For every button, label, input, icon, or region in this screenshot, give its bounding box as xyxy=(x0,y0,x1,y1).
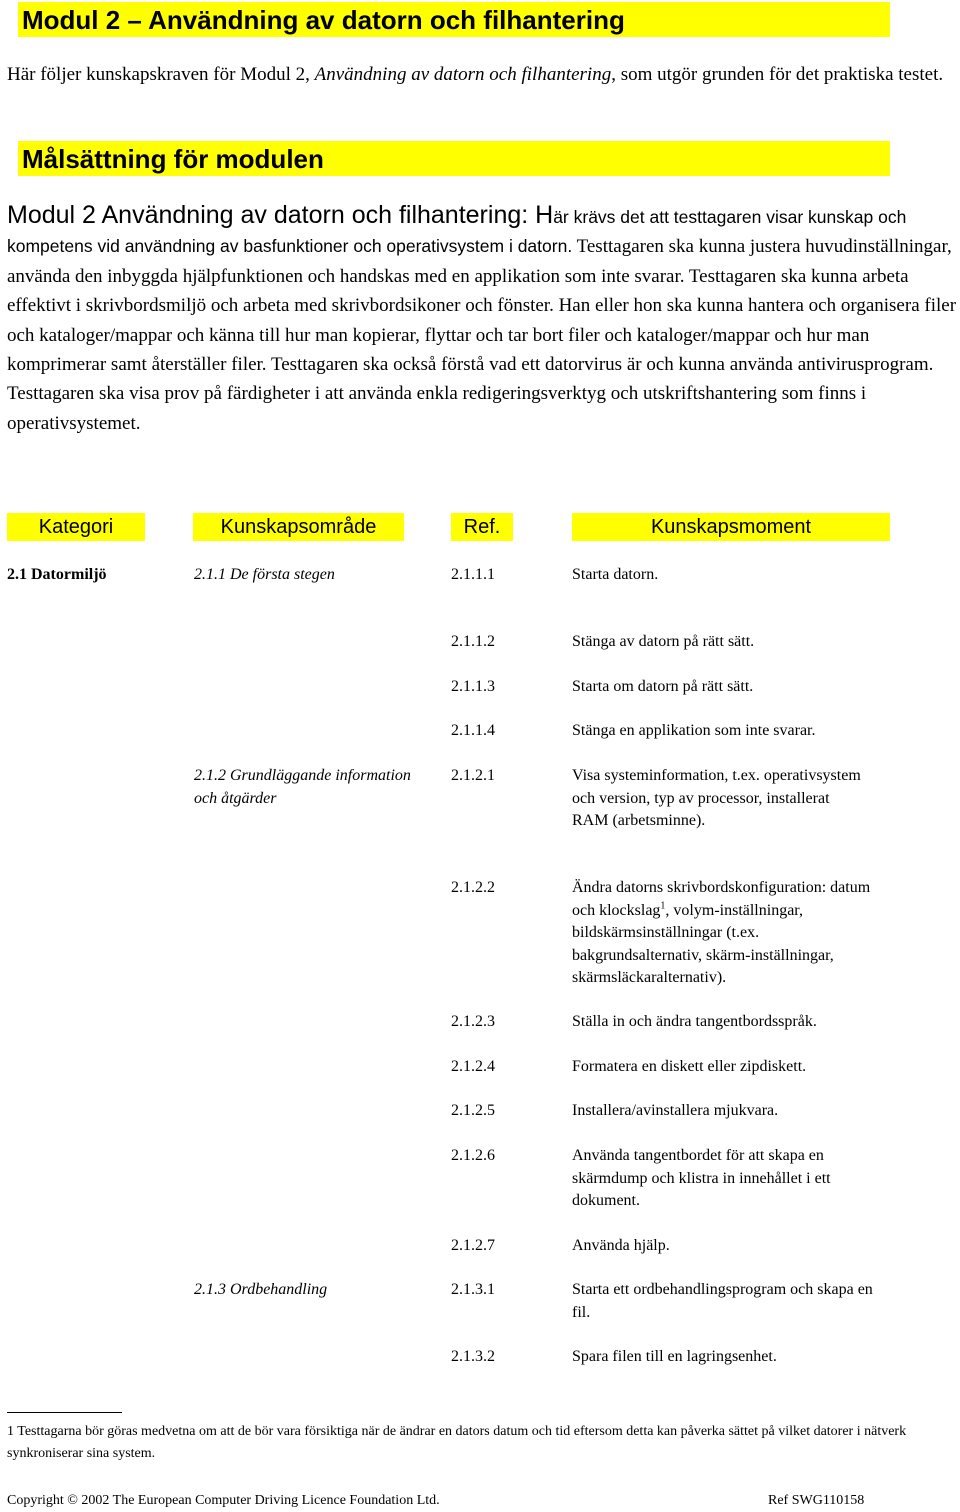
footnote-divider xyxy=(7,1412,122,1413)
knowledge-item: Stänga av datorn på rätt sätt. xyxy=(572,633,755,650)
ref-number: 2.1.2.6 xyxy=(451,1147,495,1164)
column-header-moment: Kunskapsmoment xyxy=(572,513,890,541)
ref-number: 2.1.2.7 xyxy=(451,1237,495,1254)
area-label: 2.1.1 De första stegen xyxy=(194,566,335,583)
goal-rest-text: Testtagaren ska kunna justera huvudinställningar, använda den inbyggda hjälpfunktionen och handskas med en applikation som inte svarar. Testtagaren ska kunna arbeta effektivt i skrivbordsmiljö och arbeta med skrivbordsikoner och fönster. Han eller hon ska kunna hantera och organisera filer och kataloger/mappar och känna till hur man kopierar, flyttar och tar bort filer och kataloger/mappar och hur man komprimerar samt återställer filer. Testtagaren ska också förstå vad ett datorvirus är och kunna använda antivirusprogram. Testtagaren ska visa prov på färdigheter i att använda enkla redigeringsverktyg och utskriftshantering som finns i operativsystemet. xyxy=(7,236,957,434)
intro-paragraph xyxy=(7,61,955,89)
knowledge-item: Använda hjälp. xyxy=(572,1237,670,1254)
intro-text-end: , som utgör grunden för det praktiska testet. xyxy=(611,64,944,85)
goal-paragraph xyxy=(7,201,957,438)
intro-text-start: Här följer kunskapskraven för Modul 2, xyxy=(7,64,315,85)
knowledge-item: Starta datorn. xyxy=(572,566,659,583)
ref-number: 2.1.2.4 xyxy=(451,1058,495,1075)
intro-module-title: Användning av datorn och filhantering xyxy=(314,64,612,85)
area-label: 2.1.3 Ordbehandling xyxy=(194,1281,328,1298)
column-header-category: Kategori xyxy=(7,513,145,541)
ref-number: 2.1.2.1 xyxy=(451,767,495,784)
knowledge-item: Starta ett ordbehandlingsprogram och skapa en fil. xyxy=(572,1281,873,1321)
area-label: 2.1.2 Grundläggande information och åtgärder xyxy=(194,767,411,807)
ref-number: 2.1.1.4 xyxy=(451,722,495,739)
knowledge-item: Visa systeminformation, t.ex. operativsystem och version, typ av processor, installerat RAM (arbetsminne). xyxy=(572,767,861,829)
knowledge-item: Formatera en diskett eller zipdiskett. xyxy=(572,1058,807,1075)
page-heading: Modul 2 – Användning av datorn och filhantering xyxy=(18,2,890,37)
footnote-marker: 1 xyxy=(660,900,666,912)
knowledge-item: Installera/avinstallera mjukvara. xyxy=(572,1102,779,1119)
section-heading-goal: Målsättning för modulen xyxy=(18,141,890,176)
knowledge-item: Ställa in och ändra tangentbordsspråk. xyxy=(572,1013,817,1030)
column-header-area: Kunskapsområde xyxy=(193,513,404,541)
ref-number: 2.1.2.3 xyxy=(451,1013,495,1030)
footnote: 1 Testtagarna bör göras medvetna om att de bör vara försiktiga när de ändrar en dators datum och tid eftersom detta kan påverka sättet på vilket datorer i nätverk synkroniserar sina system. xyxy=(7,1424,907,1461)
knowledge-item: Stänga en applikation som inte svarar. xyxy=(572,722,816,739)
ref-number: 2.1.1.2 xyxy=(451,633,495,650)
knowledge-item: Starta om datorn på rätt sätt. xyxy=(572,678,754,695)
goal-lead: Modul 2 Användning av datorn och filhantering: H xyxy=(7,201,554,229)
ref-number: 2.1.1.1 xyxy=(451,566,495,583)
knowledge-item: Spara filen till en lagringsenhet. xyxy=(572,1348,777,1365)
goal-sans-text: är krävs det att testtagaren visar kunskap och kompetens vid användning av basfunktioner och operativsystem i datorn. xyxy=(7,207,907,257)
ref-number: 2.1.2.2 xyxy=(451,879,495,896)
ref-number: 2.1.2.5 xyxy=(451,1102,495,1119)
column-header-ref: Ref. xyxy=(451,513,513,541)
category-label: 2.1 Datormiljö xyxy=(7,566,107,583)
knowledge-item-text: , volym-inställningar, bildskärmsinställningar (t.ex. bakgrundsalternativ, skärm-inställningar, skärmsläckaralternativ). xyxy=(572,901,834,986)
ref-number: 2.1.3.1 xyxy=(451,1281,495,1298)
knowledge-item-text: Ändra datorns skrivbordskonfiguration: datum och klockslag xyxy=(572,879,871,919)
knowledge-item: Använda tangentbordet för att skapa en skärmdump och klistra in innehållet i ett dokument. xyxy=(572,1147,831,1209)
ref-number: 2.1.1.3 xyxy=(451,678,495,695)
footer-ref: Ref SWG110158 xyxy=(768,1493,865,1508)
ref-number: 2.1.3.2 xyxy=(451,1348,495,1365)
footer-copyright: Copyright © 2002 The European Computer Driving Licence Foundation Ltd. xyxy=(7,1493,440,1508)
knowledge-item xyxy=(572,877,887,990)
